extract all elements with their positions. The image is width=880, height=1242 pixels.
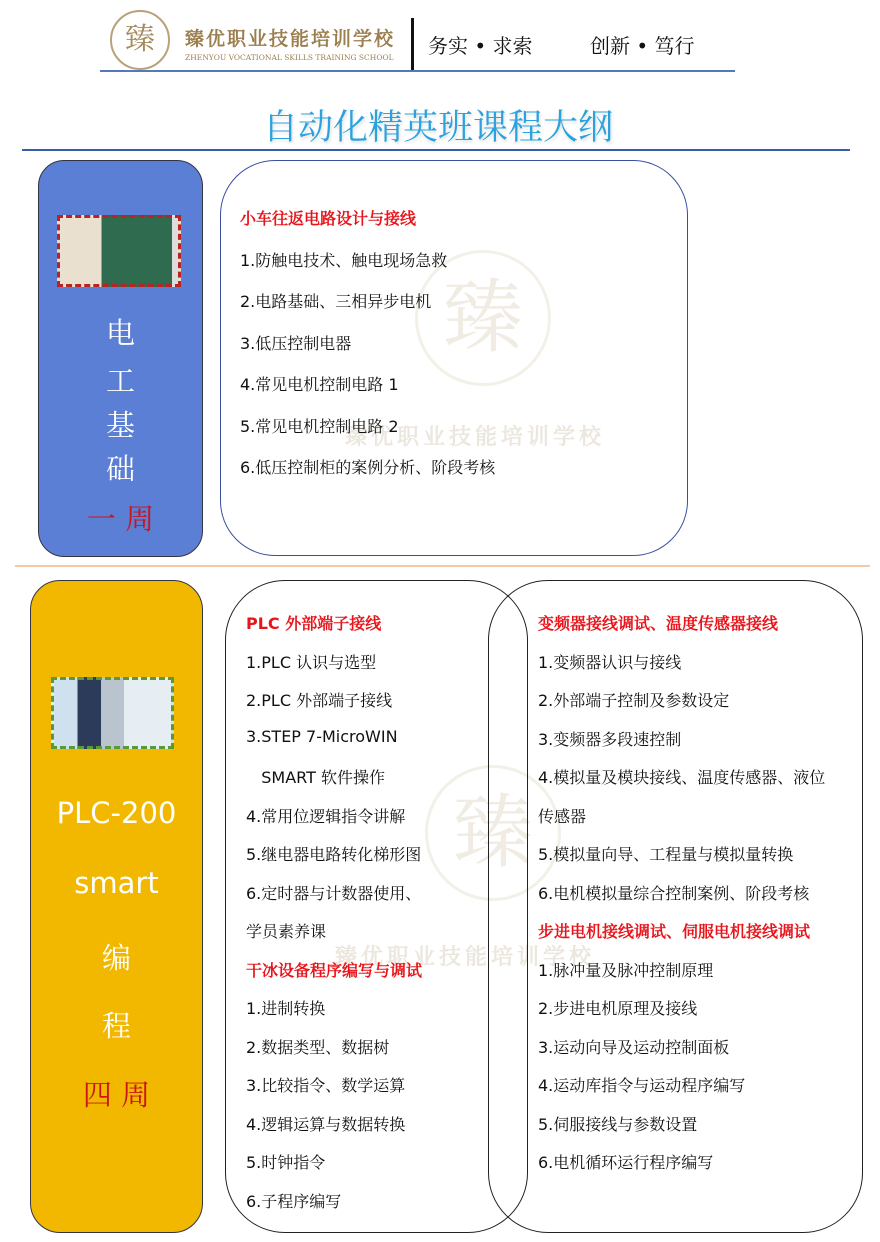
list-item: 3.运动向导及运动控制面板: [538, 1037, 730, 1057]
motto-1: 务实 • 求索: [428, 34, 533, 58]
list-item: 4.模拟量及模块接线、温度传感器、液位: [538, 768, 826, 787]
watermark-text: 臻优职业技能培训学校: [345, 424, 606, 450]
school-name: 臻优职业技能培训学校: [185, 28, 396, 50]
side-text: smart: [74, 866, 159, 900]
list-item: 6.定时器与计数器使用、: [246, 883, 422, 903]
header-rule: [100, 70, 735, 72]
side-text: PLC-200: [56, 796, 177, 830]
side-text: 编: [101, 941, 131, 975]
list-item: 2.步进电机原理及接线: [538, 999, 698, 1018]
list-item: 5.模拟量向导、工程量与模拟量转换: [538, 845, 794, 864]
watermark-text: 臻优职业技能培训学校: [335, 944, 596, 970]
side-char: 础: [105, 452, 135, 486]
list-item: 学员素养课: [246, 922, 327, 941]
duration: 一 周: [86, 502, 155, 536]
school-name-en: ZHENYOU VOCATIONAL SKILLS TRAINING SCHOOL: [185, 53, 394, 62]
list-item: 1.变频器认识与接线: [538, 652, 682, 672]
list-item: 4.运动库指令与运动程序编写: [538, 1076, 746, 1095]
side-char: 工: [105, 364, 135, 398]
title-rule: [22, 149, 850, 151]
list-item: 2.电路基础、三相异步电机: [240, 292, 432, 311]
list-item: 3.STEP 7-MicroWIN: [246, 726, 398, 746]
list-item: 4.逻辑运算与数据转换: [246, 1114, 406, 1134]
list-item: 5.伺服接线与参数设置: [538, 1114, 698, 1134]
list-item: 3.低压控制电器: [240, 333, 352, 353]
list-item: 1.防触电技术、触电现场急救: [240, 250, 448, 270]
list-item: 1.进制转换: [246, 999, 326, 1018]
side-text: 程: [101, 1009, 131, 1043]
list-item: 6.电机循环运行程序编写: [538, 1153, 714, 1172]
list-item: SMART 软件操作: [246, 768, 385, 787]
section2-side-panel: [30, 580, 203, 1233]
list-item: 1.脉冲量及脉冲控制原理: [538, 960, 714, 980]
section-heading: 变频器接线调试、温度传感器接线: [538, 614, 779, 633]
section2-right-list: [538, 611, 825, 1189]
list-item: 1.PLC 认识与选型: [246, 652, 377, 672]
section1-side-panel: [38, 160, 203, 557]
list-item: 5.常见电机控制电路 2: [240, 416, 399, 436]
list-item: 3.比较指令、数学运算: [246, 1076, 406, 1095]
section1-list: [240, 206, 495, 497]
side-char: 电: [105, 316, 135, 350]
section-heading: 干冰设备程序编写与调试: [246, 960, 423, 980]
list-item: 2.数据类型、数据树: [246, 1037, 390, 1057]
page-title: 自动化精英班课程大纲: [262, 108, 613, 148]
school-logo: 臻: [110, 10, 170, 70]
list-item: 4.常用位逻辑指令讲解: [246, 806, 406, 826]
side-char: 基: [105, 408, 135, 442]
list-item: 6.低压控制柜的案例分析、阶段考核: [240, 458, 496, 477]
watermark-logo: 臻: [415, 250, 551, 386]
motto-2: 创新 • 笃行: [590, 34, 695, 58]
list-item: 5.继电器电路转化梯形图: [246, 845, 422, 864]
list-item: 6.子程序编写: [246, 1191, 342, 1211]
list-item: 2.外部端子控制及参数设定: [538, 691, 730, 710]
section-heading: 小车往返电路设计与接线: [240, 209, 417, 228]
list-item: 2.PLC 外部端子接线: [246, 691, 393, 710]
list-item: 4.常见电机控制电路 1: [240, 375, 399, 394]
section-heading: PLC 外部端子接线: [246, 614, 382, 633]
list-item: 传感器: [538, 806, 587, 826]
section-divider: [15, 565, 870, 567]
electrician-class-photo: [57, 215, 181, 287]
list-item: 6.电机模拟量综合控制案例、阶段考核: [538, 883, 810, 903]
section2-left-list: [246, 611, 422, 1227]
list-item: 5.时钟指令: [246, 1153, 326, 1172]
section-heading: 步进电机接线调试、伺服电机接线调试: [538, 922, 811, 941]
plc-training-photo: [51, 677, 174, 749]
duration: 四 周: [82, 1078, 151, 1112]
watermark-logo: 臻: [425, 765, 561, 901]
header-divider: [411, 18, 414, 72]
list-item: 3.变频器多段速控制: [538, 729, 682, 749]
